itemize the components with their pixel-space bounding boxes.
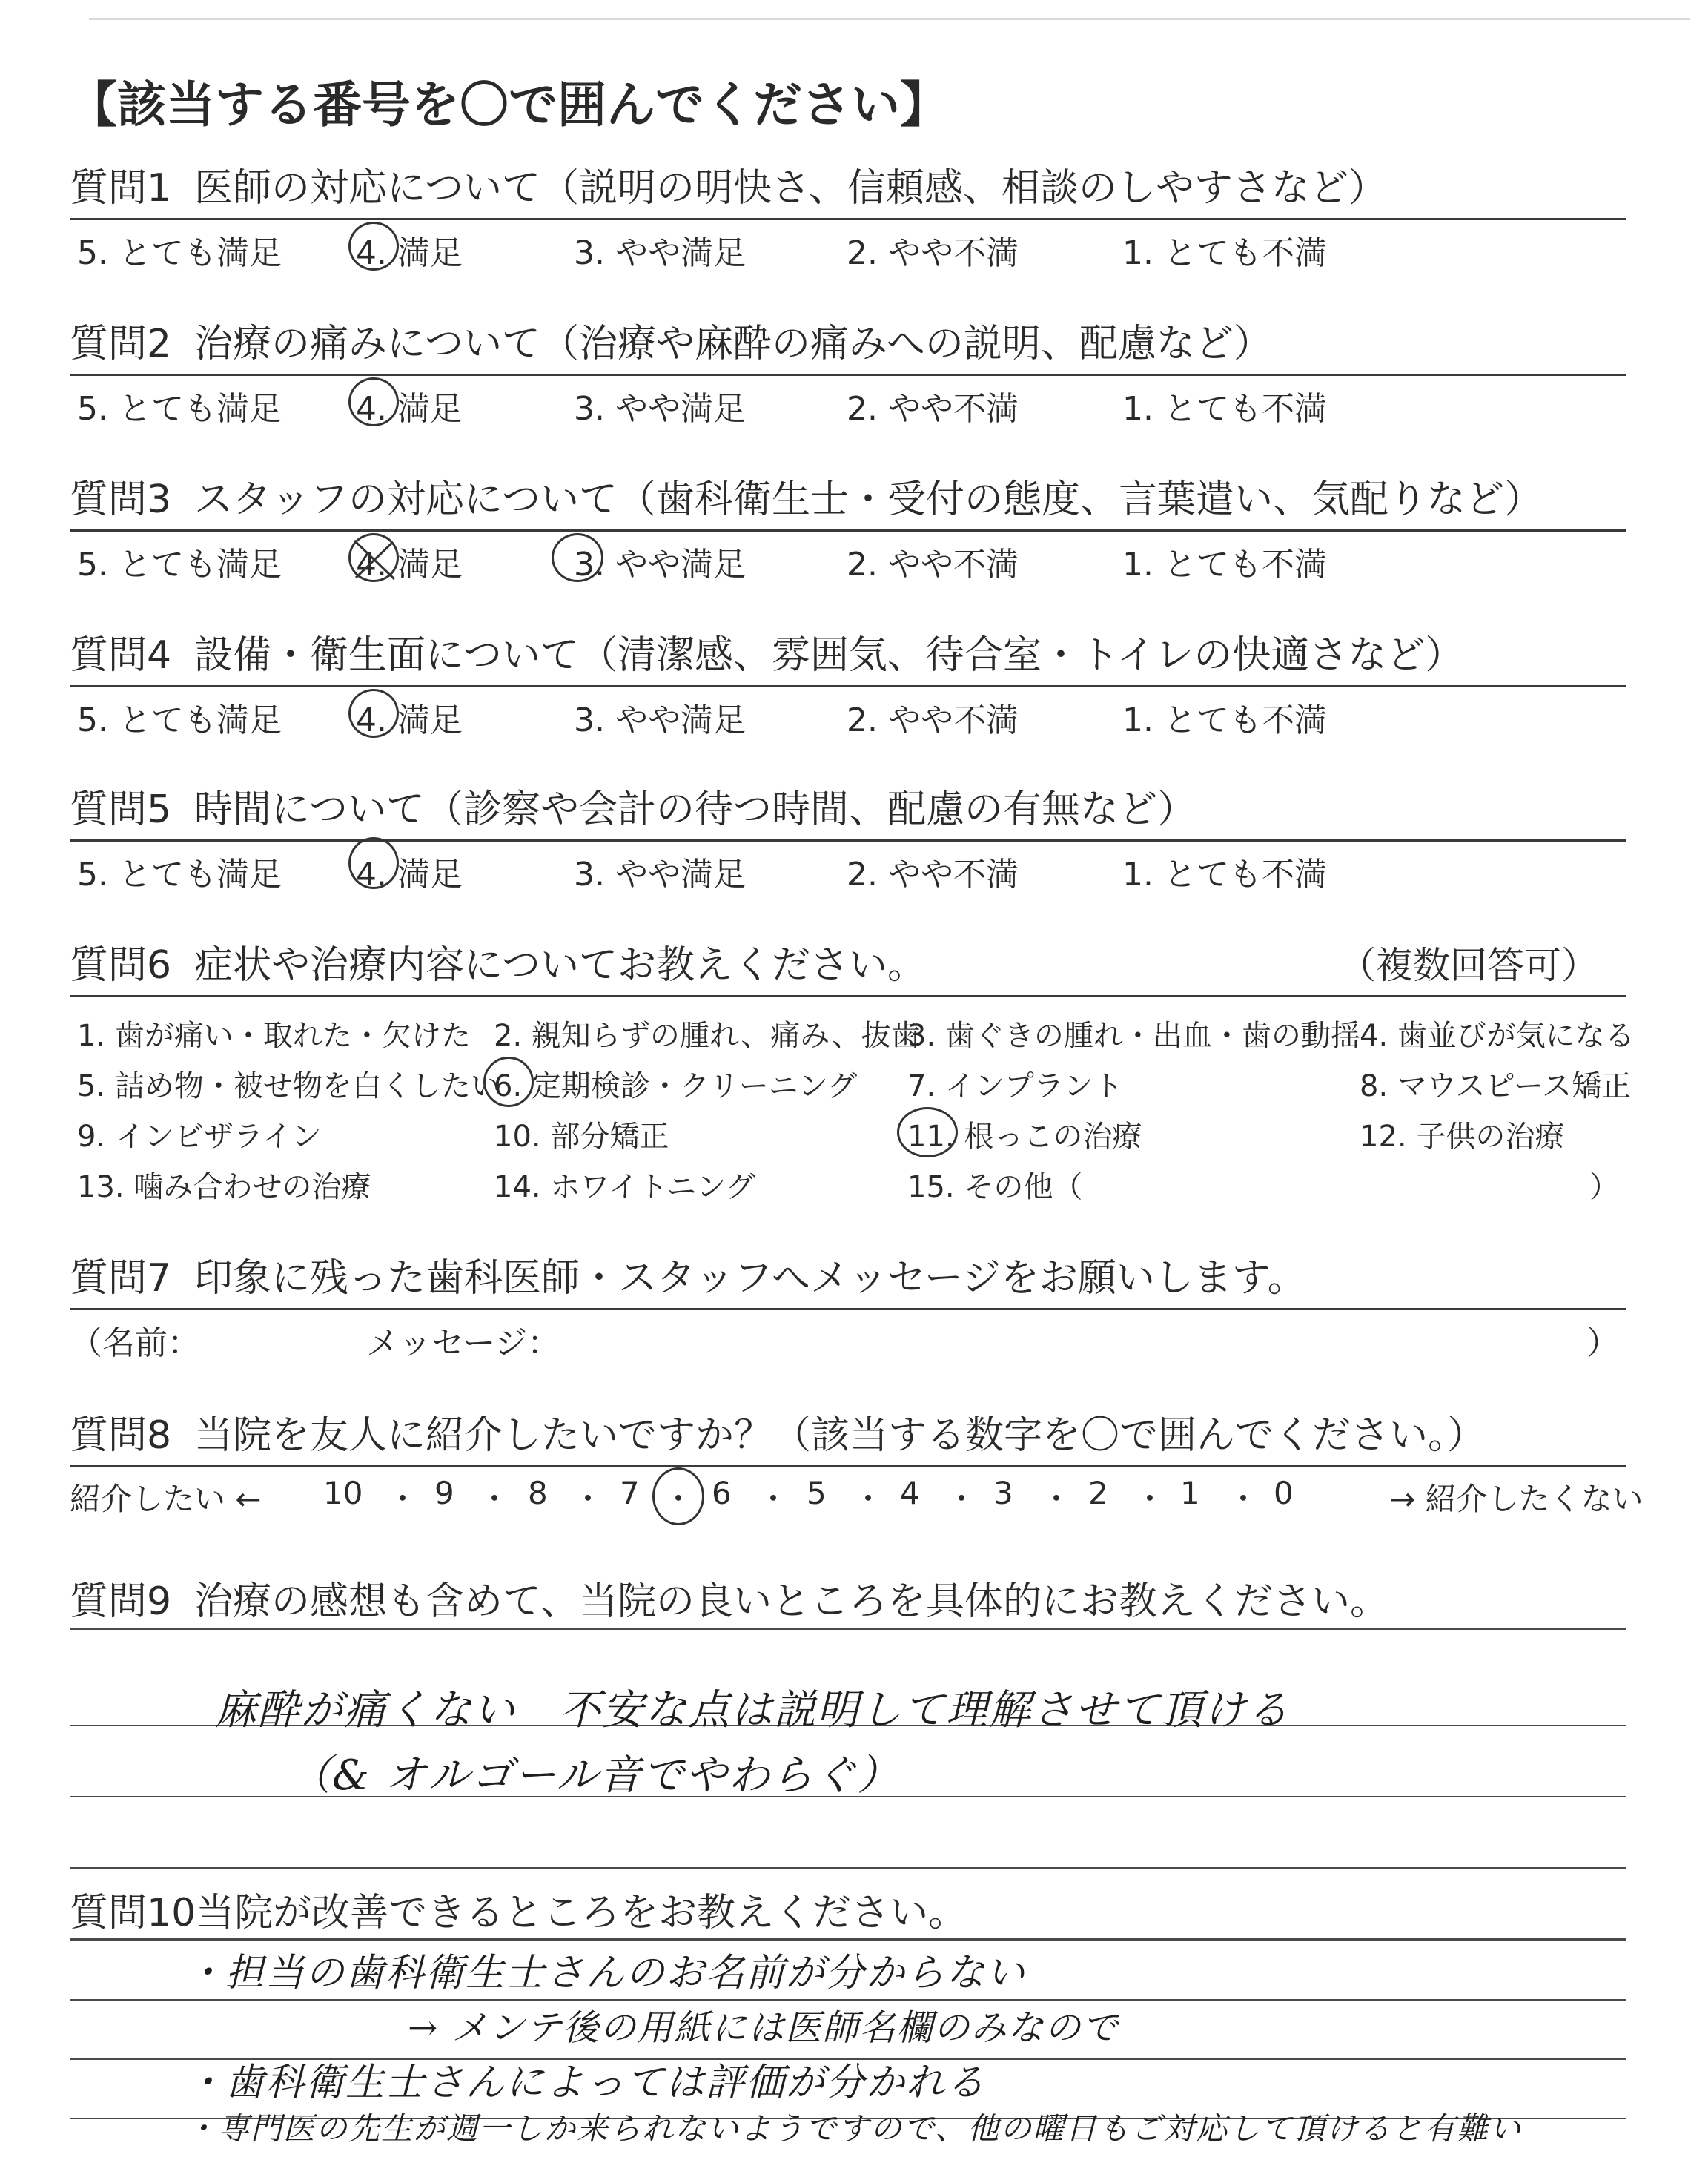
selection-circle: [348, 377, 399, 426]
option-4[interactable]: 4. 満足: [356, 701, 463, 739]
treatment-option[interactable]: 15. その他（: [907, 1170, 1083, 1204]
rating-options: [70, 532, 1626, 584]
page-title: 【該当する番号を〇で囲んでください】: [68, 76, 949, 133]
question-1: [70, 162, 1626, 272]
question-7: [70, 1252, 1626, 1362]
option-1[interactable]: 1. とても不満: [1122, 546, 1327, 584]
selection-circle: [897, 1107, 958, 1157]
rating-options: [70, 687, 1626, 739]
treatment-option[interactable]: 2. 親知らずの腫れ、痛み、抜歯: [494, 1019, 921, 1053]
option-1[interactable]: 1. とても不満: [1122, 856, 1327, 894]
scale-value[interactable]: 2: [1088, 1475, 1108, 1511]
scale-value[interactable]: 1: [1180, 1475, 1200, 1511]
question-number: 質問4: [70, 633, 172, 678]
option-4[interactable]: 4. 満足: [356, 546, 463, 584]
option-5[interactable]: 5. とても満足: [77, 390, 282, 428]
rating-options: [70, 220, 1626, 272]
option-2[interactable]: 2. やや不満: [847, 701, 1019, 739]
rating-options: [70, 376, 1626, 428]
treatment-option[interactable]: 5. 詰め物・被せ物を白くしたい: [77, 1069, 500, 1103]
scale-dot: ・: [387, 1481, 419, 1517]
question-number: 質問6: [70, 943, 172, 988]
question-number: 質問10: [70, 1891, 196, 1935]
option-1[interactable]: 1. とても不満: [1122, 390, 1327, 428]
cross-mark-icon: [348, 536, 400, 584]
closing-paren: ）: [1589, 1170, 1619, 1204]
recommend-scale: [70, 1467, 1644, 1519]
option-2[interactable]: 2. やや不満: [847, 234, 1019, 272]
question-9: [70, 1575, 1626, 1628]
question-number: 質問8: [70, 1413, 172, 1458]
option-5[interactable]: 5. とても満足: [77, 701, 282, 739]
scale-value[interactable]: 7: [620, 1475, 640, 1511]
question-number: 質問3: [70, 478, 172, 522]
option-2[interactable]: 2. やや不満: [847, 390, 1019, 428]
option-2[interactable]: 2. やや不満: [847, 546, 1019, 584]
question-6: [70, 939, 1635, 1212]
scale-left-label: 紹介したい ←: [70, 1481, 262, 1517]
selection-circle: [348, 222, 399, 271]
treatment-option[interactable]: 14. ホワイトニング: [494, 1170, 755, 1204]
scan-edge-line: [89, 18, 1690, 20]
option-3[interactable]: 3. やや満足: [574, 390, 746, 428]
question-number: 質問2: [70, 322, 172, 366]
question-text: 症状や治療内容についてお教えください。: [194, 943, 926, 988]
option-2[interactable]: 2. やや不満: [847, 856, 1019, 894]
handwritten-answer-line: ・専門医の先生が週一しか来られないようですので、他の曜日もご対応して頂けると有難い: [185, 2110, 1523, 2147]
scale-dot: ・: [572, 1481, 604, 1517]
question-5: [70, 783, 1626, 894]
question-text: 時間について（診察や会計の待つ時間、配慮の有無など）: [194, 787, 1196, 832]
scale-value[interactable]: 4: [900, 1475, 920, 1511]
question-4: [70, 629, 1626, 739]
scale-dot: ・: [479, 1481, 511, 1517]
treatment-option[interactable]: 1. 歯が痛い・取れた・欠けた: [77, 1019, 471, 1053]
scale-right-label: → 紹介したくない: [1389, 1481, 1644, 1517]
treatment-option[interactable]: 13. 噛み合わせの治療: [77, 1170, 371, 1204]
scale-dot: ・: [1228, 1481, 1260, 1517]
scale-dot: ・: [946, 1481, 978, 1517]
treatment-option[interactable]: 10. 部分矯正: [494, 1120, 669, 1154]
option-3[interactable]: 3. やや満足: [574, 856, 746, 894]
scale-dot: ・: [663, 1481, 695, 1517]
handwritten-answer-line: → メンテ後の用紙には医師名欄のみなので: [408, 2007, 1119, 2049]
treatment-option[interactable]: 8. マウスピース矯正: [1360, 1069, 1632, 1103]
treatment-options: [70, 997, 1635, 1212]
question-text: 印象に残った歯科医師・スタッフへメッセージをお願いします。: [194, 1256, 1306, 1301]
scale-dot: ・: [1134, 1481, 1166, 1517]
rating-options: [70, 842, 1626, 894]
message-fields: [70, 1310, 1626, 1362]
treatment-option[interactable]: 12. 子供の治療: [1360, 1120, 1565, 1154]
scale-value[interactable]: 9: [434, 1475, 454, 1511]
option-4[interactable]: 4. 満足: [356, 390, 463, 428]
scale-dot: ・: [758, 1481, 790, 1517]
treatment-option[interactable]: 3. 歯ぐきの腫れ・出血・歯の動揺: [907, 1019, 1360, 1053]
option-1[interactable]: 1. とても不満: [1122, 234, 1327, 272]
selection-circle: [652, 1467, 704, 1525]
option-5[interactable]: 5. とても満足: [77, 234, 282, 272]
question-text: 当院が改善できるところをお教えください。: [196, 1891, 967, 1935]
question-text: スタッフの対応について（歯科衛生士・受付の態度、言葉遣い、気配りなど）: [194, 478, 1543, 522]
option-5[interactable]: 5. とても満足: [77, 856, 282, 894]
scale-value[interactable]: 0: [1274, 1475, 1294, 1511]
question-text: 治療の痛みについて（治療や麻酔の痛みへの説明、配慮など）: [194, 322, 1272, 366]
question-number: 質問7: [70, 1256, 172, 1301]
scale-value[interactable]: 8: [528, 1475, 548, 1511]
option-4[interactable]: 4. 満足: [356, 856, 463, 894]
question-text: 医師の対応について（説明の明快さ、信頼感、相談のしやすさなど）: [194, 166, 1387, 211]
treatment-option[interactable]: 4. 歯並びが気になる: [1360, 1019, 1635, 1053]
selection-circle: [552, 533, 603, 582]
question-2: [70, 317, 1626, 428]
selection-circle: [348, 689, 399, 738]
multiple-answer-note: （複数回答可）: [1339, 944, 1598, 987]
message-label[interactable]: メッセージ：: [366, 1324, 560, 1362]
treatment-option[interactable]: 9. インビザライン: [77, 1120, 322, 1154]
option-3[interactable]: 3. やや満足: [574, 701, 746, 739]
question-number: 質問1: [70, 166, 172, 211]
scale-dot: ・: [1041, 1481, 1073, 1517]
handwritten-answer-line: （& オルゴール音でやわらぐ）: [289, 1751, 901, 1800]
question-number: 質問5: [70, 787, 172, 832]
option-1[interactable]: 1. とても不満: [1122, 701, 1327, 739]
handwritten-answer-line: ・担当の歯科衛生士さんのお名前が分からない: [185, 1951, 1027, 1995]
scale-dot: ・: [853, 1481, 884, 1517]
answer-line: [70, 1628, 1626, 1630]
answer-line: [70, 1867, 1626, 1869]
option-3[interactable]: 3. やや満足: [574, 546, 746, 584]
question-number: 質問9: [70, 1579, 172, 1624]
option-3[interactable]: 3. やや満足: [574, 234, 746, 272]
closing-paren: ）: [1586, 1324, 1619, 1362]
option-4[interactable]: 4. 満足: [356, 234, 463, 272]
handwritten-answer-line: 麻酔が痛くない 不安な点は説明して理解させて頂ける: [215, 1686, 1290, 1734]
selection-circle: [348, 837, 399, 889]
question-text: 治療の感想も含めて、当院の良いところを具体的にお教えください。: [194, 1579, 1388, 1624]
selection-circle: [483, 1057, 534, 1107]
question-10: [70, 1886, 1626, 1940]
scale-value[interactable]: 5: [807, 1475, 827, 1511]
treatment-option[interactable]: 11. 根っこの治療: [907, 1120, 1142, 1154]
question-text: 当院を友人に紹介したいですか？（該当する数字を〇で囲んでください。）: [194, 1413, 1486, 1458]
treatment-option[interactable]: 6. 定期検診・クリーニング: [494, 1069, 858, 1103]
scale-value[interactable]: 3: [993, 1475, 1013, 1511]
handwritten-answer-line: ・歯科衛生士さんによっては評価が分かれる: [185, 2061, 987, 2105]
scale-value[interactable]: 6: [712, 1475, 732, 1511]
scale-value[interactable]: 10: [323, 1475, 363, 1511]
name-label: （名前：: [70, 1324, 200, 1362]
question-text: 設備・衛生面について（清潔感、雰囲気、待合室・トイレの快適さなど）: [194, 633, 1464, 678]
treatment-option[interactable]: 7. インプラント: [907, 1069, 1123, 1103]
question-8: [70, 1409, 1644, 1519]
option-5[interactable]: 5. とても満足: [77, 546, 282, 584]
question-3: [70, 473, 1626, 584]
